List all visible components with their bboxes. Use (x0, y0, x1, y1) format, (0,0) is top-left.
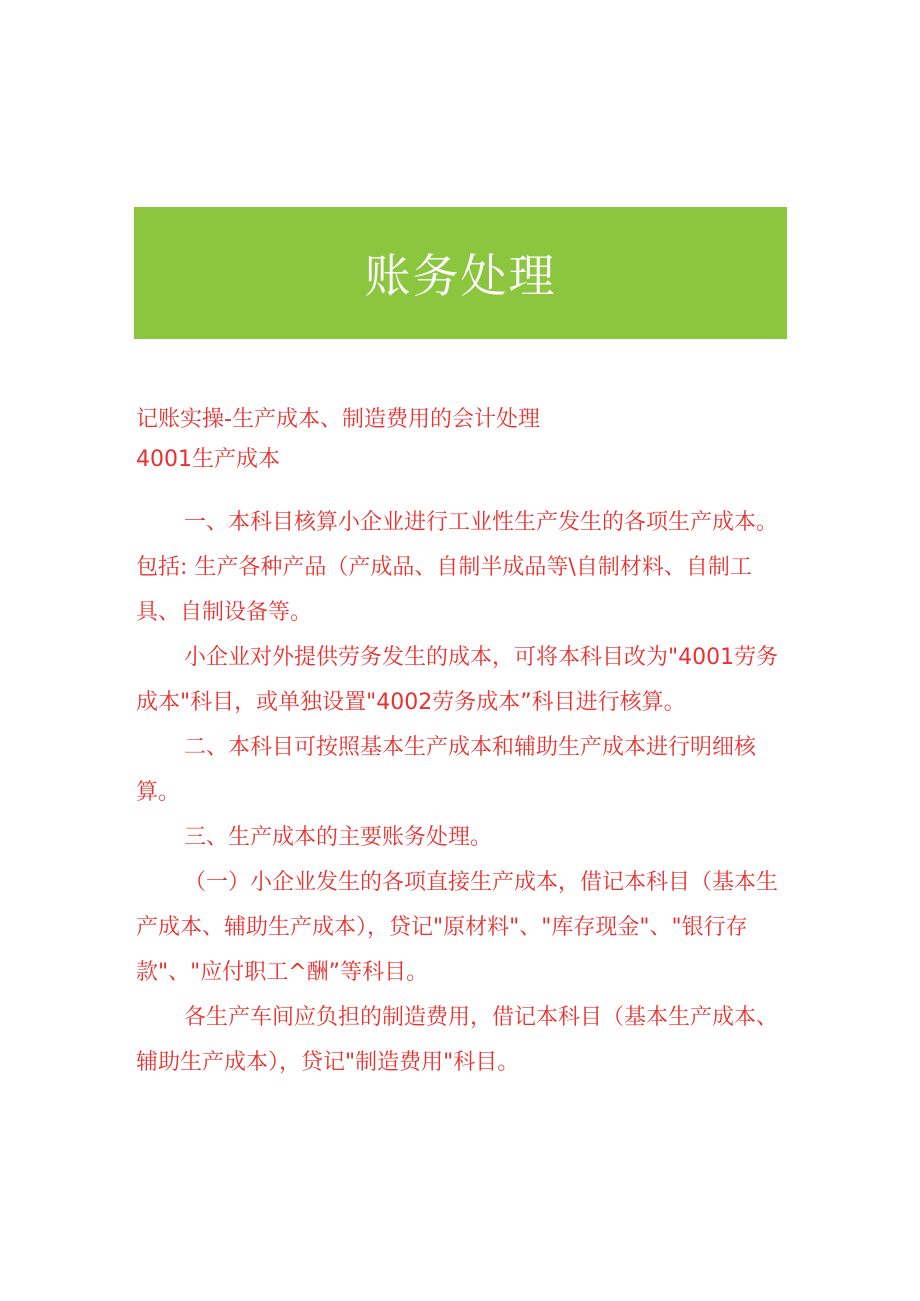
paragraph-4: 三、生产成本的主要账务处理。 (184, 825, 493, 850)
paragraph-6: 各生产车间应负担的制造费用，借记本科目（基本生产成本、辅助生产成本），贷记"制造费用"科目。 (136, 1005, 779, 1075)
paragraph-3: 二、本科目可按照基本生产成本和辅助生产成本进行明细核算。 (136, 735, 757, 805)
paragraph-2: 小企业对外提供劳务发生的成本，可将本科目改为"4001劳务成本"科目，或单独设置"4002劳务成本”科目进行核算。 (136, 645, 779, 715)
paragraph-1: 一、本科目核算小企业进行工业性生产发生的各项生产成本。包括: 生产各种产品（产成品、自制半成品等\自制材料、自制工具、自制设备等。 (136, 510, 779, 625)
paragraph-5: （一）小企业发生的各项直接生产成本，借记本科目（基本生产成本、辅助生产成本），贷记"原材料"、"库存现金"、"银行存款"、"应付职工^酬”等科目。 (136, 870, 779, 985)
banner-title: 账务处理 (364, 249, 557, 303)
document-heading: 记账实操-生产成本、制造费用的会计处理 (136, 407, 540, 432)
title-banner (134, 207, 787, 339)
document-subheading: 4001生产成本 (136, 447, 280, 472)
document-body (136, 400, 788, 1085)
